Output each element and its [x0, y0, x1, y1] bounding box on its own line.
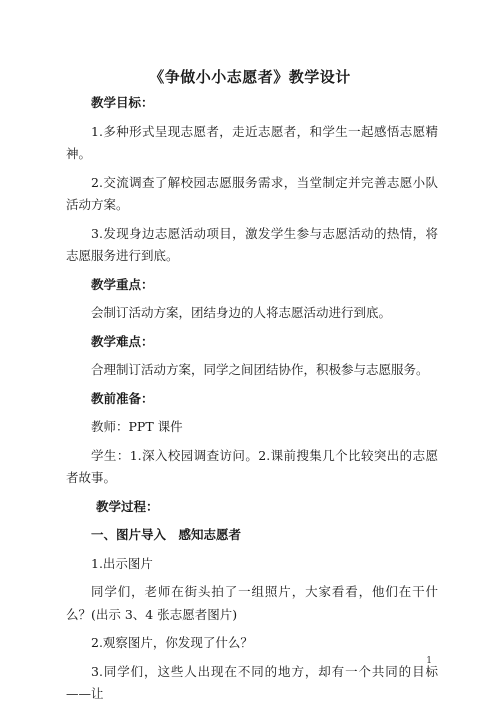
document-title: 《争做小小志愿者》教学设计 [149, 68, 351, 86]
heading-difficulties: 教学难点： [91, 333, 154, 349]
paragraph: 2.交流调查了解校园志愿服务需求，当堂制定并完善志愿小队活动方案。 [66, 174, 438, 212]
paragraph: 合理制订活动方案，同学之间团结协作，积极参与志愿服务。 [91, 362, 429, 377]
paragraph: 3.发现身边志愿活动项目，激发学生参与志愿活动的热情，将志愿服务进行到底。 [66, 225, 438, 263]
paragraph: 会制订活动方案，团结身边的人将志愿活动进行到底。 [91, 305, 392, 320]
paragraph: 3.同学们，这些人出现在不同的地方，却有一个共同的目标——让 [66, 663, 438, 701]
paragraph: 2.观察图片，你发现了什么？ [91, 635, 253, 650]
paragraph: 1.出示图片 [91, 555, 153, 571]
paragraph: 教师：PPT 课件 [91, 419, 183, 434]
heading-section-one: 一、图片导入 感知志愿者 [91, 527, 242, 542]
heading-preparation: 教前准备： [91, 390, 154, 406]
paragraph: 1.多种形式呈现志愿者，走近志愿者，和学生一起感悟志愿精神。 [66, 123, 438, 161]
page-number: 1 [426, 656, 432, 666]
paragraph: 学生：1.深入校园调查访问。2.课前搜集几个比较突出的志愿者故事。 [66, 447, 438, 485]
heading-objectives: 教学目标： [91, 95, 154, 110]
heading-process: 教学过程： [96, 498, 159, 514]
heading-key-points: 教学重点： [91, 276, 154, 292]
document-body [66, 92, 438, 712]
paragraph: 同学们，老师在街头拍了一组照片，大家看看，他们在干什么？(出示 3、4 张志愿者图片) [66, 584, 438, 622]
